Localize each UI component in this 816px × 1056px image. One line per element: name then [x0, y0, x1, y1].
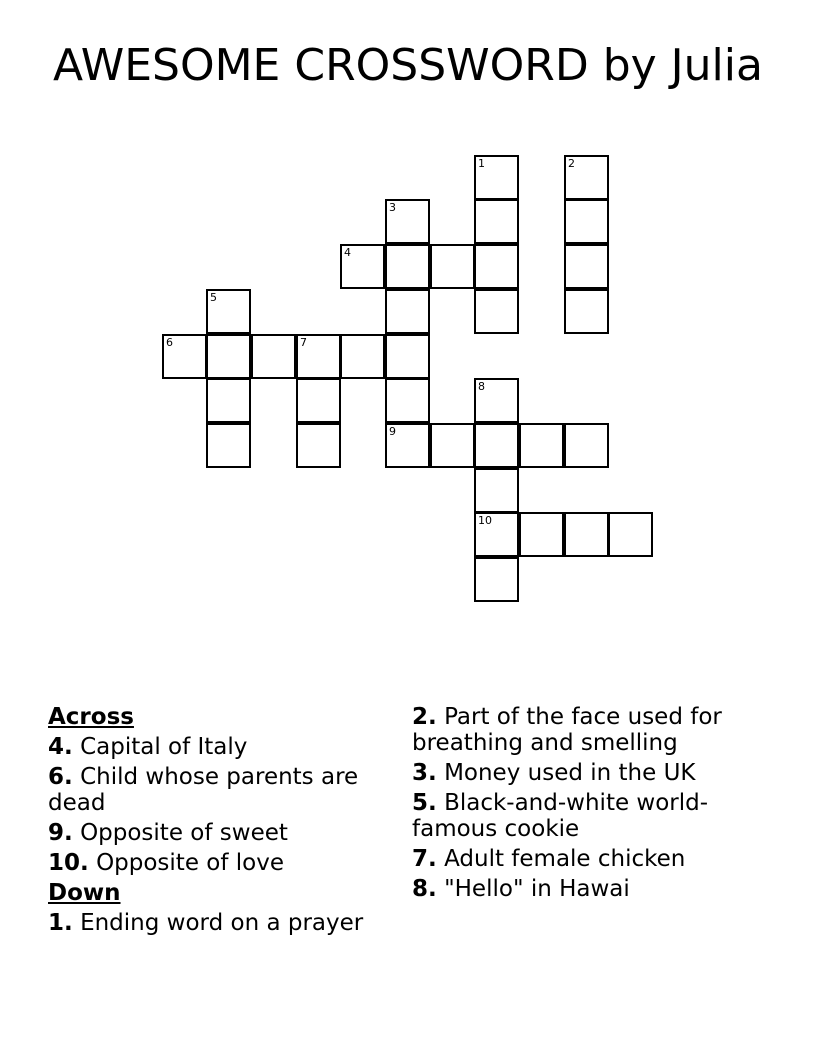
- grid-cell[interactable]: [296, 423, 341, 468]
- grid-cell[interactable]: [564, 423, 609, 468]
- grid-cell[interactable]: [608, 512, 653, 557]
- clue-down-1: [48, 910, 388, 936]
- clue-text: Money used in the UK: [444, 760, 696, 786]
- clue-down-3: [412, 760, 772, 786]
- grid-cell[interactable]: [206, 334, 251, 379]
- cell-number: 9: [389, 425, 396, 438]
- clue-down-2: [412, 704, 772, 756]
- clue-number: 1.: [48, 910, 73, 936]
- grid-cell[interactable]: [251, 334, 296, 379]
- clue-number: 2.: [412, 704, 437, 730]
- cell-number: 3: [389, 201, 396, 214]
- grid-cell[interactable]: [206, 423, 251, 468]
- grid-cell[interactable]: [474, 557, 519, 602]
- cell-number: 4: [344, 246, 351, 259]
- clue-number: 5.: [412, 790, 437, 816]
- clue-across-6: [48, 764, 388, 816]
- grid-cell[interactable]: [296, 378, 341, 423]
- grid-cell[interactable]: [385, 199, 430, 244]
- cell-number: 8: [478, 380, 485, 393]
- grid-cell[interactable]: [519, 423, 564, 468]
- clues-right-column: [412, 704, 772, 906]
- clue-number: 7.: [412, 846, 437, 872]
- grid-cell[interactable]: [340, 334, 385, 379]
- clue-text: "Hello" in Hawai: [444, 876, 630, 902]
- clue-down-7: [412, 846, 772, 872]
- clue-number: 9.: [48, 820, 73, 846]
- cell-number: 1: [478, 157, 485, 170]
- grid-cell[interactable]: [385, 423, 430, 468]
- grid-cell[interactable]: [564, 289, 609, 334]
- cell-number: 7: [300, 336, 307, 349]
- grid-cell[interactable]: [474, 199, 519, 244]
- clue-number: 8.: [412, 876, 437, 902]
- grid-cell[interactable]: [474, 155, 519, 200]
- clue-text: Part of the face used for breathing and smelling: [412, 704, 722, 756]
- clue-across-9: [48, 820, 388, 846]
- across-heading: Across: [48, 704, 134, 730]
- grid-cell[interactable]: [564, 244, 609, 289]
- cell-number: 5: [210, 291, 217, 304]
- clue-text: Opposite of love: [96, 850, 284, 876]
- grid-cell[interactable]: [474, 423, 519, 468]
- grid-cell[interactable]: [296, 334, 341, 379]
- grid-cell[interactable]: [385, 378, 430, 423]
- clue-down-8: [412, 876, 772, 902]
- clue-across-10: [48, 850, 388, 876]
- cell-number: 6: [166, 336, 173, 349]
- grid-cell[interactable]: [385, 289, 430, 334]
- clue-number: 10.: [48, 850, 89, 876]
- grid-cell[interactable]: [206, 289, 251, 334]
- grid-cell[interactable]: [474, 244, 519, 289]
- clue-across-4: [48, 734, 388, 760]
- grid-cell[interactable]: [340, 244, 385, 289]
- grid-cell[interactable]: [162, 334, 207, 379]
- grid-cell[interactable]: [385, 244, 430, 289]
- grid-cell[interactable]: [430, 244, 475, 289]
- clue-number: 6.: [48, 764, 73, 790]
- clues-left-column: [48, 704, 388, 940]
- grid-cell[interactable]: [564, 155, 609, 200]
- down-heading: Down: [48, 880, 121, 906]
- clue-down-5: [412, 790, 772, 842]
- page-title: AWESOME CROSSWORD by Julia: [53, 40, 763, 91]
- grid-cell[interactable]: [474, 468, 519, 513]
- cell-number: 10: [478, 514, 492, 527]
- grid-cell[interactable]: [206, 378, 251, 423]
- grid-cell[interactable]: [474, 512, 519, 557]
- clue-text: Opposite of sweet: [80, 820, 288, 846]
- grid-cell[interactable]: [385, 334, 430, 379]
- grid-cell[interactable]: [430, 423, 475, 468]
- clue-text: Adult female chicken: [444, 846, 686, 872]
- grid-cell[interactable]: [564, 199, 609, 244]
- clue-text: Capital of Italy: [80, 734, 248, 760]
- clue-number: 4.: [48, 734, 73, 760]
- clue-number: 3.: [412, 760, 437, 786]
- cell-number: 2: [568, 157, 575, 170]
- clue-text: Black-and-white world-famous cookie: [412, 790, 709, 842]
- clue-text: Child whose parents are dead: [48, 764, 359, 816]
- clue-text: Ending word on a prayer: [80, 910, 364, 936]
- grid-cell[interactable]: [474, 378, 519, 423]
- grid-cell[interactable]: [474, 289, 519, 334]
- grid-cell[interactable]: [564, 512, 609, 557]
- grid-cell[interactable]: [519, 512, 564, 557]
